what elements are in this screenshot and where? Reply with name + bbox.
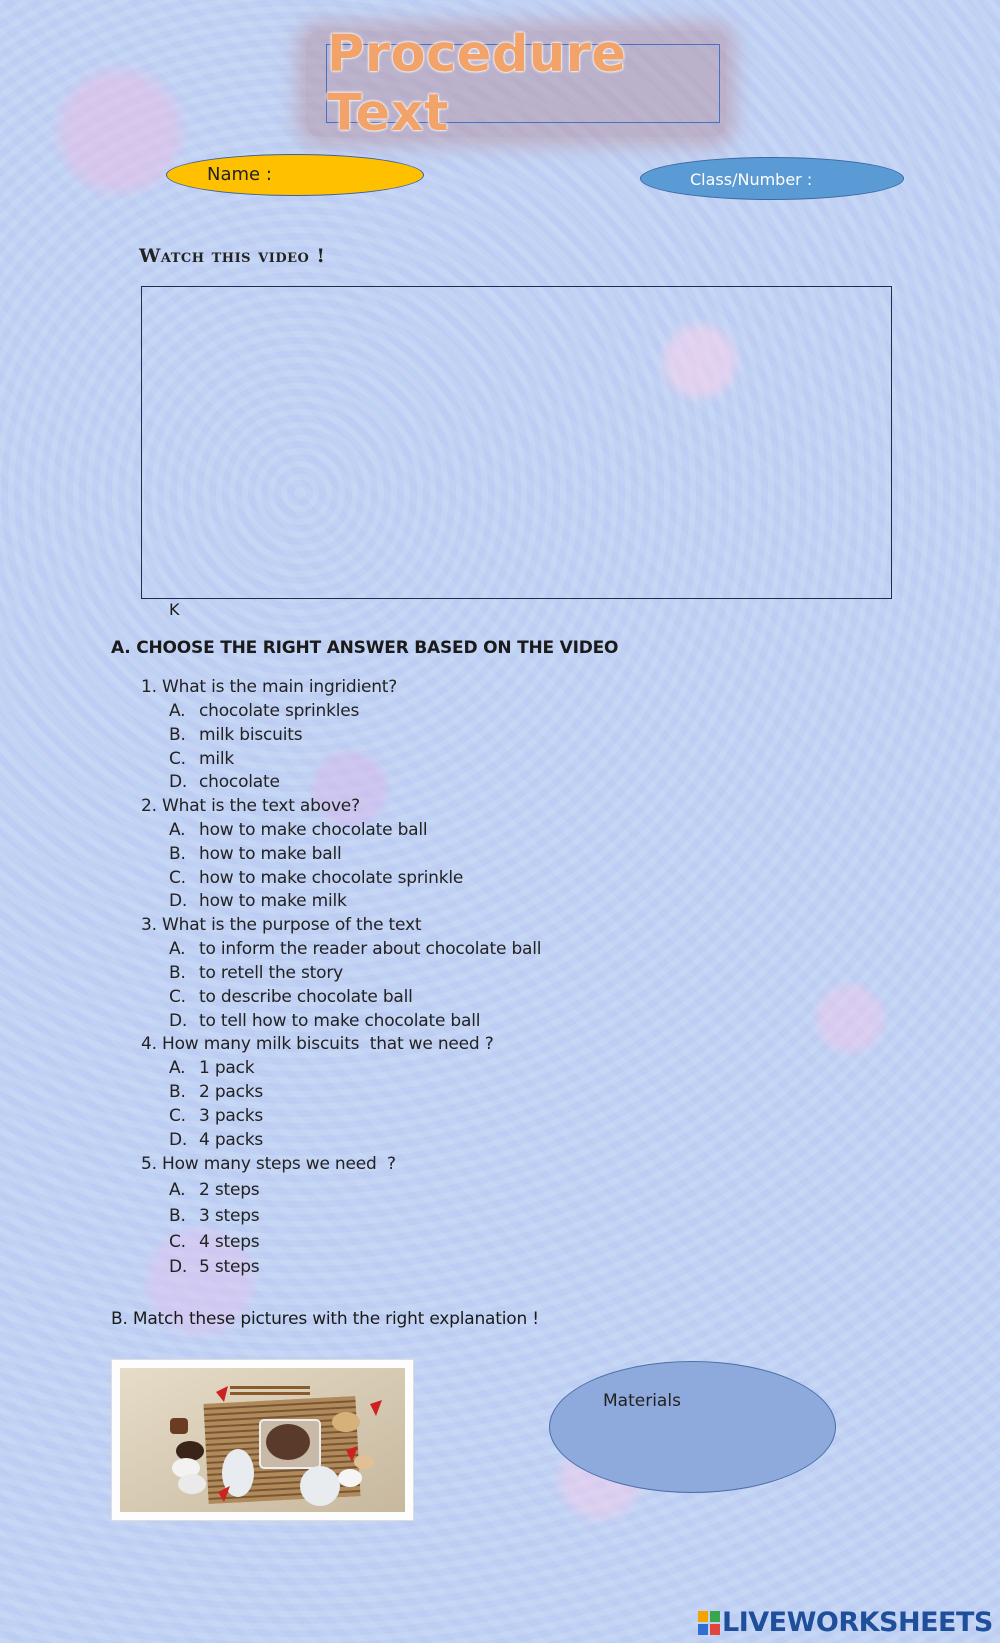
q1-option-a[interactable]: chocolate sprinkles <box>199 701 360 721</box>
q5-option-c-letter: C. <box>169 1232 186 1252</box>
q4-option-b-letter: B. <box>169 1082 186 1102</box>
q1-option-d-letter: D. <box>169 772 188 792</box>
q3-option-d-letter: D. <box>169 1011 188 1031</box>
q3-option-c[interactable]: to describe chocolate ball <box>199 987 413 1007</box>
q4-option-d[interactable]: 4 packs <box>199 1130 264 1150</box>
q2-option-a[interactable]: how to make chocolate ball <box>199 820 428 840</box>
q4-option-d-letter: D. <box>169 1130 188 1150</box>
q2-option-d[interactable]: how to make milk <box>199 891 347 911</box>
q1-option-a-letter: A. <box>169 701 186 721</box>
q3-option-c-letter: C. <box>169 987 186 1007</box>
section-a-heading: A. CHOOSE THE RIGHT ANSWER BASED ON THE VIDEO <box>111 638 619 658</box>
title-box <box>326 24 720 143</box>
q5-option-a[interactable]: 2 steps <box>199 1180 260 1200</box>
video-player[interactable] <box>141 286 892 599</box>
name-label: Name : <box>207 164 272 185</box>
q2-option-c[interactable]: how to make chocolate sprinkle <box>199 868 464 888</box>
page-title: Procedure Text <box>327 24 627 143</box>
q2-option-d-letter: D. <box>169 891 188 911</box>
q3-option-a-letter: A. <box>169 939 186 959</box>
q2-option-a-letter: A. <box>169 820 186 840</box>
q5-option-d[interactable]: 5 steps <box>199 1257 260 1277</box>
q3-option-d[interactable]: to tell how to make chocolate ball <box>199 1011 481 1031</box>
q2-option-c-letter: C. <box>169 868 186 888</box>
video-heading: Watch this video ! <box>139 245 326 267</box>
q3-option-a[interactable]: to inform the reader about chocolate ball <box>199 939 542 959</box>
q1-option-b[interactable]: milk biscuits <box>199 725 303 745</box>
q2-option-b-letter: B. <box>169 844 186 864</box>
q1-option-c[interactable]: milk <box>199 749 235 769</box>
q1-option-b-letter: B. <box>169 725 186 745</box>
class-number-label: Class/Number : <box>690 170 813 189</box>
q4-option-a[interactable]: 1 pack <box>199 1058 255 1078</box>
name-field[interactable] <box>166 154 424 196</box>
q5-option-b[interactable]: 3 steps <box>199 1206 260 1226</box>
q5-option-d-letter: D. <box>169 1257 188 1277</box>
liveworksheets-logo-text: LIVEWORKSHEETS <box>722 1607 993 1638</box>
q1-option-d[interactable]: chocolate <box>199 772 280 792</box>
q4-option-c-letter: C. <box>169 1106 186 1126</box>
question-2: 2. What is the text above? <box>141 796 360 816</box>
q3-option-b[interactable]: to retell the story <box>199 963 343 983</box>
q5-option-a-letter: A. <box>169 1180 186 1200</box>
video-marker: K <box>169 600 180 619</box>
q1-option-c-letter: C. <box>169 749 186 769</box>
question-1: 1. What is the main ingridient? <box>141 677 398 697</box>
materials-label: Materials <box>603 1391 681 1411</box>
materials-drop-target[interactable] <box>549 1361 836 1493</box>
q4-option-b[interactable]: 2 packs <box>199 1082 264 1102</box>
liveworksheets-logo-icon <box>698 1611 720 1635</box>
q4-option-a-letter: A. <box>169 1058 186 1078</box>
materials-photo[interactable] <box>120 1368 405 1512</box>
section-b-heading: B. Match these pictures with the right explanation ! <box>111 1309 539 1329</box>
q5-option-b-letter: B. <box>169 1206 186 1226</box>
question-4: 4. How many milk biscuits that we need ? <box>141 1034 494 1054</box>
liveworksheets-logo <box>698 1607 993 1638</box>
q3-option-b-letter: B. <box>169 963 186 983</box>
materials-photo-illustration <box>120 1368 405 1512</box>
question-5: 5. How many steps we need ? <box>141 1154 396 1174</box>
question-3: 3. What is the purpose of the text <box>141 915 422 935</box>
q4-option-c[interactable]: 3 packs <box>199 1106 264 1126</box>
q5-option-c[interactable]: 4 steps <box>199 1232 260 1252</box>
q2-option-b[interactable]: how to make ball <box>199 844 342 864</box>
